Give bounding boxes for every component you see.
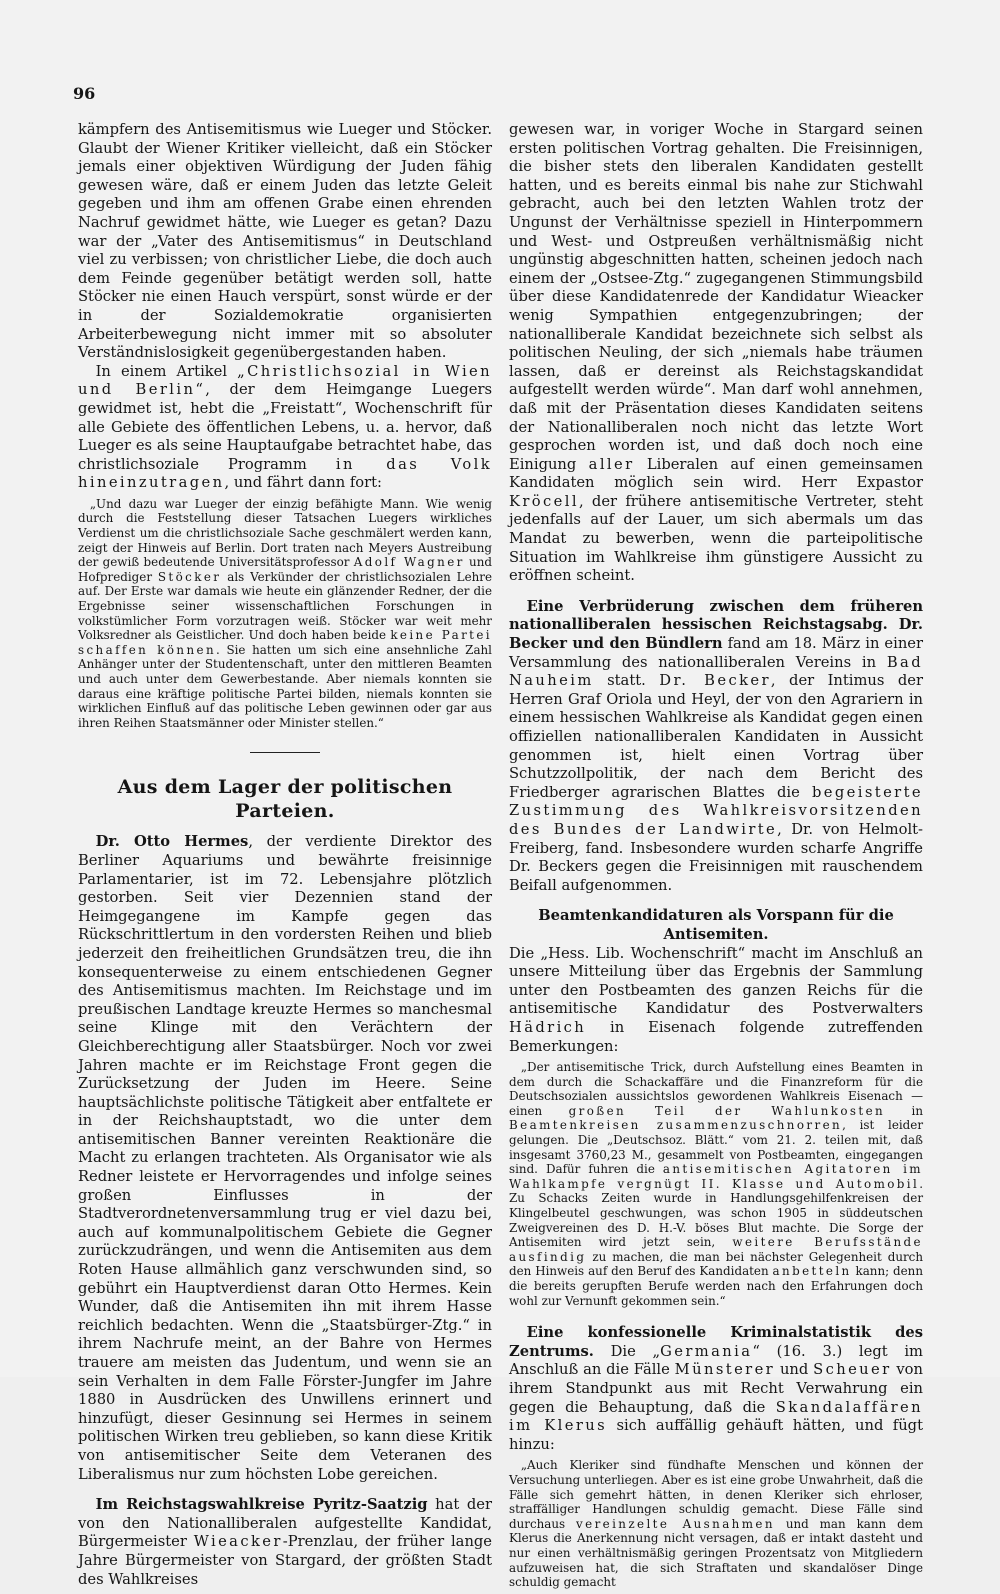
spaced-text: Münsterer xyxy=(674,1361,776,1379)
spaced-text: in das Volk hineinzutragen xyxy=(78,455,492,492)
spaced-text: keine Partei schaffen können xyxy=(78,628,492,657)
spaced-text: antisemitischen Agitatoren im Wahlkampfe vergnügt II. Klasse und Automobil xyxy=(509,1162,923,1191)
text-run: „Der antisemitische Trick, durch Aufstellung eines Beamten in dem durch die Schackaffäre und die Finanzreform für die Deutschsozialen aussichtslos gewordenen Wahlkreis Eisenach — einen xyxy=(509,1060,923,1118)
text-run: und xyxy=(775,1361,814,1379)
text-run: , und fährt dann fort: xyxy=(224,474,382,492)
text-run: . Sie hatten um sich eine ansehnliche Zahl Anhänger unter der Studentenschaft, unter den mittleren Beamten und auch unter dem Gewerbestande. Aber niemals konnten sie daraus eine kräftige politische Partei bilden, niemals konnten sie wirklichen Einfluß auf das politische Leben gewinnen oder gar aus ihren Reihen Staatsmänner oder Minister stellen.“ xyxy=(78,642,492,730)
text-run: , ist leider gelungen. Die „Deutschsoz. Blätt.“ vom 21. 2. teilen mit, daß insgesamt 3760,23 M., gesammelt von Postbeamten, eingegangen sind. Dafür fuhren die xyxy=(509,1118,924,1177)
spaced-text: Scheuer xyxy=(813,1361,892,1379)
text-run: , der verdiente Direktor des Berliner Aquariums und bewährte freisinnige Parlamentarier, ist im 72. Lebensjahre plötzlich gestorben. Seit vier Dezennien stand der Heimgegangene im Kampfe gegen das Rückschrittlertum in den vordersten Reihen und blieb jederzeit den freiheitlichen Grundsätzen treu, die ihn konsequenterweise zu einem entschiedenen Gegner des Antisemitismus machten. Im Reichstage und im preußischen Landtage kreuzte Hermes so manchesmal seine Klinge mit den Verächtern der Gleichberechtigung aller Staatsbürger. Noch vor zwei Jahren machte er im Reichstage Front gegen die Zurücksetzung der Juden im Heere. Seine hauptsächlichste politische Tätigkeit aber entfaltete er in der Reichshauptstadt, wo die unter dem antisemitischen Banner vereinten Reaktionäre die Macht zu erlangen trachteten. Als Organisator wie als Redner leistete er Hervorragendes und infolge seines großen Einflusses in der Stadtverordnetenversammlung trug er viel dazu bei, auch auf kommunalpolitischem Gebiete die Gegner zurückzudrängen, und wenn die Antisemiten aus dem Roten Hause allmählich ganz verschwunden sind, so gebührt ein Hauptverdienst daran Otto Hermes. Kein Wunder, daß die Antisemiten ihn mit ihrem Hasse reichlich bedachten. Wenn die „Staatsbürger-Ztg.“ in ihrem Nachrufe meint, an der Bahre von Hermes trauere am meisten das Judentum, und wenn sie an sein Verhalten in dem Falle Förster-Jungfer im Jahre 1880 in Ausdrücken des Unwillens erinnert und hinzufügt, dieser Gesinnung sei Hermes in seinem politischen Wirken treu geblieben, so kann diese Kritik von antisemitischer Seite dem Veteranen des Liberalismus nur zum höchsten Lobe gereichen. xyxy=(78,833,492,1483)
paragraph: kämpfern des Antisemitismus wie Lueger und Stöcker. Glaubt der Wiener Kritiker vielleicht, daß ein Stöcker jemals einer objektiven Würdigung der Juden fähig gewesen wäre, daß er einem Juden das letzte Geleit gegeben und ihm am offenen Grabe einen ehrenden Nachruf gewidmet hätte, wie Lueger es getan? Dazu war der „Vater des Antisemitismus“ in Deutschland viel zu verbissen; von christlicher Liebe, die doch auch dem Feinde gegenüber betätigt werden soll, hatte Stöcker nie einen Hauch verspürt, sonst würde er der in der Sozialdemokratie organisierten Arbeiterbewegung nicht immer mit so absoluter Verständnislosigkeit gegenübergestanden haben. xyxy=(78,121,492,362)
spaced-text: weitere Berufsstände ausfindig xyxy=(509,1235,923,1264)
spaced-text: vereinzelte Ausnahmen xyxy=(576,1516,775,1531)
quotation xyxy=(509,1458,923,1589)
text-run: . Zu Schacks Zeiten wurde in Handlungsgehilfenkreisen der Klingelbeutel geschwungen, was schon 1905 in süddeutschen Zweigvereinen des D. H.-V. böses Blut machte. Die Sorge der Antisemiten wird jetzt sein, xyxy=(509,1176,923,1250)
article-headline: Beamtenkandidaturen als Vorspann für die Antisemiten. xyxy=(538,907,894,943)
spaced-text: großen Teil der Wahlunkosten xyxy=(568,1103,886,1118)
text-run: , Dr. von Helmolt-Freiberg, fand. Insbesondere wurden scharfe Angriffe Dr. Beckers gegen die Freisinnigen mit rauschendem Beifall aufgenommen. xyxy=(509,820,924,894)
text-run: , der dem Heimgange Luegers gewidmet ist, hebt die „Freistatt“, Wochenschrift für alle Gebiete des öffentlichen Lebens, u. a. hervor, daß Lueger es als seine Hauptaufgabe betrachtet habe, das christlichsoziale Programm xyxy=(78,381,492,473)
spaced-text: anbetteln xyxy=(772,1264,852,1279)
spaced-text: Kröcell xyxy=(509,492,579,510)
text-run: als Verkünder der christlichsozialen Lehre auf. Der Erste war damals wie heute ein glänzender Redner, der die Ergebnisse seiner wissenschaftlichen Forschungen in volkstümlicher Form vorzutragen weiß. Stöcker war weit mehr Volksredner als Geistlicher. Und doch haben beide xyxy=(78,569,492,643)
paragraph xyxy=(509,945,923,1057)
text-run: in xyxy=(885,1103,923,1118)
text-run: Die „ xyxy=(593,1342,661,1360)
text-run: in Eisenach folgende zutreffenden Bemerkungen: xyxy=(509,1018,923,1055)
article-headline: Im Reichstagswahlkreise Pyritz-Saatzig xyxy=(95,1496,428,1514)
text-run: von ihrem Standpunkt aus mit Recht Verwahrung ein gegen die Behauptung, daß die xyxy=(509,1361,923,1416)
spaced-text: Dr. Becker xyxy=(659,672,771,690)
article-headline: Eine Verbrüderung zwischen dem früheren nationalliberalen hessischen Reichstagsabg. Dr. Becker und den Bündlern xyxy=(509,597,923,653)
left-column xyxy=(78,121,492,1589)
text-run: fand am 18. März in einer Versammlung des nationalliberalen Vereins in xyxy=(509,635,923,671)
paragraph xyxy=(78,1496,492,1589)
spaced-text: Wieacker xyxy=(193,1533,283,1551)
spaced-text: Hädrich xyxy=(509,1018,587,1036)
spaced-text: Skandalaffären im Klerus xyxy=(509,1398,923,1435)
text-run: „Auch Kleriker sind fündhafte Menschen und können der Versuchung unterliegen. Aber es ist eine grobe Unwahrheit, daß die Fälle sich gemehrt hätten, in denen Kleriker sich ehrloser, straffälliger Handlungen schuldig gemacht. Diese Fälle sind durchaus xyxy=(509,1458,923,1531)
paragraph xyxy=(509,121,923,586)
text-run: , der frühere antisemitische Vertreter, steht jedenfalls auf der Lauer, um sich abermals um das Mandat zu bewerben, wenn die parteipolitische Situation im Wahlkreise ihm günstigere Aussicht zu eröffnen scheint. xyxy=(509,492,923,585)
text-run: statt. xyxy=(593,672,660,690)
spaced-text: „Christlichsozial in Wien und Berlin“ xyxy=(78,362,492,399)
spaced-text: begeisterte Zustimmung des Wahlkreisvorsitzenden des Bundes der Landwirte xyxy=(509,783,923,838)
paragraph xyxy=(509,598,923,896)
right-column xyxy=(509,121,923,1594)
text-run: und Hofprediger xyxy=(78,555,492,584)
spaced-text: Stöcker xyxy=(157,569,222,584)
spaced-text: Adolf Wagner xyxy=(353,555,465,570)
text-run: , der Intimus der Herren Graf Oriola und Heyl, der von den Agrariern in einem hessischen Wahlkreise als Kandidat gegen einen offiziellen nationalliberalen Kandidaten in Aussicht genommen ist, hielt einen Vortrag über Schutzzollpolitik, der nach dem Bericht des Friedberger agrarischen Blattes die xyxy=(509,672,923,801)
spaced-text: Germania xyxy=(660,1342,753,1360)
spaced-text: aller xyxy=(588,455,635,473)
paragraph xyxy=(78,833,492,1484)
text-run: In einem Artikel xyxy=(95,362,238,380)
paragraph xyxy=(78,363,492,493)
paragraph xyxy=(509,1324,923,1454)
text-run: sich auffällig gehäuft hätten, und fügt hinzu: xyxy=(509,1417,923,1453)
text-run: Die „Hess. Lib. Wochenschrift“ macht im Anschluß an unsere Mitteilung über das Ergebnis der Sammlung unter den Postbeamten des ganzen Reichs für die antisemitische Kandidatur des Postverwalters xyxy=(509,944,923,1018)
text-run: hat der von den Nationalliberalen aufgestellte Kandidat, Bürgermeister xyxy=(78,1496,492,1551)
text-run: Liberalen auf einen gemeinsamen Kandidaten möglich sein wird. Herr Expastor xyxy=(509,455,923,492)
article-headline: Eine konfessionelle Kriminalstatistik des Zentrums. xyxy=(509,1324,923,1360)
quotation xyxy=(509,1060,923,1308)
section-divider xyxy=(250,752,320,753)
text-run: kann; denn die bereits gerupften Berufe werden nach den Erfahrungen doch wohl zur Vernunft gekommen sein.“ xyxy=(509,1264,923,1308)
text-run: gewesen war, in voriger Woche in Stargard seinen ersten politischen Vortrag gehalten. Die Freisinnigen, die bisher stets den liberalen Kandidaten gestellt hatten, und es bereits einmal bis nahe zur Stichwahl gebracht, auch bei den letzten Wahlen trotz der Ungunst der Verhältnisse speziell in Hinterpommern und West- und Ostpreußen verhältnismäßig nicht ungünstig abgeschnitten hatten, scheinen jedoch nach einem der „Ostsee-Ztg.“ zugegangenen Stimmungsbild über diese Kandidatenrede der Kandidatur Wieacker wenig Sympathien entgegenzubringen; der nationalliberale Kandidat bezeichnete sich selbst als politischen Neuling, der sich „niemals habe träumen lassen, daß er dereinst als Reichstagskandidat aufgestellt werden würde“. Man darf wohl annehmen, daß mit der Präsentation dieses Kandidaten seitens der Nationalliberalen noch nicht das letzte Wort gesprochen worden ist, und daß doch noch eine Einigung xyxy=(509,121,923,473)
spaced-text: Beamtenkreisen zusammenzuschnorren xyxy=(509,1118,843,1133)
section-title: Aus dem Lager der politischen Parteien. xyxy=(117,776,453,823)
quotation xyxy=(78,497,492,731)
spaced-text: Bad Nauheim xyxy=(509,653,923,690)
page-number: 96 xyxy=(73,84,96,103)
person-name: Dr. Otto Hermes xyxy=(95,833,249,851)
text-run: und man kann dem Klerus die Anerkennung nicht versagen, daß er intakt dasteht und nur einen verhältnismäßig geringen Prozentsatz von Mitgliedern aufzuweisen hat, die sich Straftaten und skandalöser Dinge schuldig gemacht xyxy=(509,1516,924,1590)
text-run: „Und dazu war Lueger der einzig befähigte Mann. Wie wenig durch die Feststellung dieser Tatsachen Luegers wirkliches Verdienst um die christlichsoziale Sache geschmälert werden kann, zeigt der Hinweis auf Berlin. Dort traten nach Meyers Austreibung der gewiß bedeutende Universitätsprofessor xyxy=(78,496,492,570)
text-run: “ (16. 3.) legt im Anschluß an die Fälle xyxy=(509,1342,923,1379)
text-run: -Prenzlau, der früher lange Jahre Bürgermeister von Stargard, der größten Stadt des Wahlkreises xyxy=(78,1533,492,1588)
text-run: zu machen, die man bei nächster Gelegenheit durch den Hinweis auf den Beruf des Kandidaten xyxy=(509,1249,923,1279)
